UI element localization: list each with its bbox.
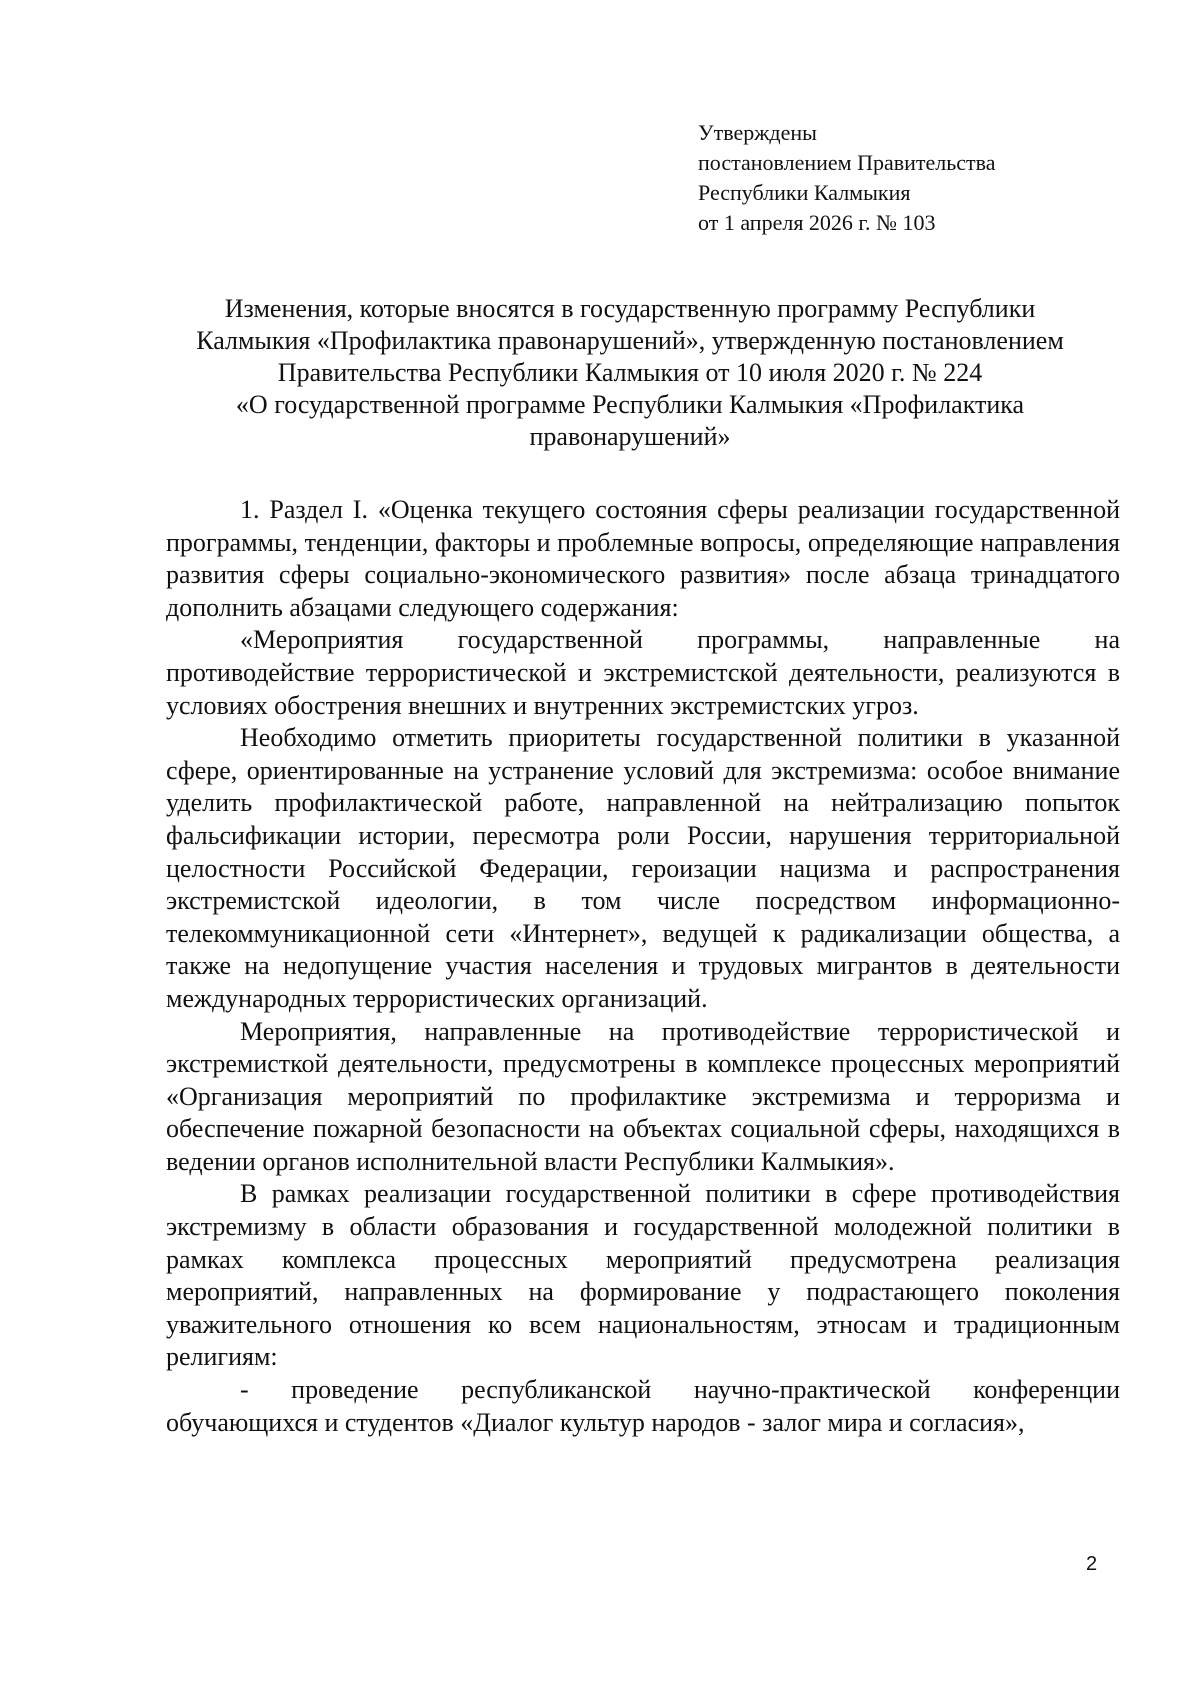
title-line: Правительства Республики Калмыкия от 10 июля 2020 г. № 224 <box>277 358 983 387</box>
approval-block <box>698 118 996 238</box>
body-paragraph: Необходимо отметить приоритеты государственной политики в указанной сфере, ориентированные на устранение условий для экстремизма: особое внимание уделить профилактической работе, направленной на нейтрализацию попыток фальсификации истории, пересмотра роли России, нарушения территориальной целостности Российской Федерации, героизации нацизма и распространения экстремистской идеологии, в том числе посредством информационно-телекоммуникационной сети «Интернет», ведущей к радикализации общества, а также на недопущение участия населения и трудовых мигрантов в деятельности международных террористических организаций. <box>166 723 1120 1013</box>
title-line: Изменения, которые вносятся в государственную программу Республики <box>224 294 1036 323</box>
document-title <box>150 293 1110 453</box>
approval-line-approved: Утверждены <box>698 120 817 145</box>
page-number: 2 <box>1086 1553 1098 1575</box>
approval-line-republic: Республики Калмыкия <box>698 180 911 205</box>
body-paragraph: «Мероприятия государственной программы, направленные на противодействие террористической и экстремистской деятельности, реализуются в условиях обострения внешних и внутренних экстремистских угроз. <box>166 625 1120 720</box>
body-paragraph: В рамках реализации государственной политики в сфере противодействия экстремизму в области образования и государственной молодежной политики в рамках комплекса процессных мероприятий предусмотрена реализация мероприятий, направленных на формирование у подрастающего поколения уважительного отношения ко всем национальностям, этносам и традиционным религиям: <box>166 1179 1120 1372</box>
body-paragraph: Мероприятия, направленные на противодействие террористической и экстремисткой деятельности, предусмотрены в комплексе процессных мероприятий «Организация мероприятий по профилактике экстремизма и терроризма и обеспечение пожарной безопасности на объектах социальной сферы, находящихся в ведении органов исполнительной власти Республики Калмыкия». <box>166 1016 1120 1176</box>
title-line: правонарушений» <box>529 422 731 451</box>
body-paragraph: - проведение республиканской научно-практической конференции обучающихся и студентов «Диалог культур народов - залог мира и согласия», <box>166 1375 1120 1437</box>
title-line: «О государственной программе Республики Калмыкия «Профилактика <box>235 390 1025 419</box>
document-body <box>166 494 1120 1439</box>
approval-line-resolution: постановлением Правительства <box>698 150 996 175</box>
body-paragraph: 1. Раздел I. «Оценка текущего состояния сферы реализации государственной программы, тенденции, факторы и проблемные вопросы, определяющие направления развития сферы социально-экономического развития» после абзаца тринадцатого дополнить абзацами следующего содержания: <box>166 495 1120 622</box>
title-line: Калмыкия «Профилактика правонарушений», утвержденную постановлением <box>196 326 1064 355</box>
approval-line-date-number: от 1 апреля 2026 г. № 103 <box>698 210 936 235</box>
